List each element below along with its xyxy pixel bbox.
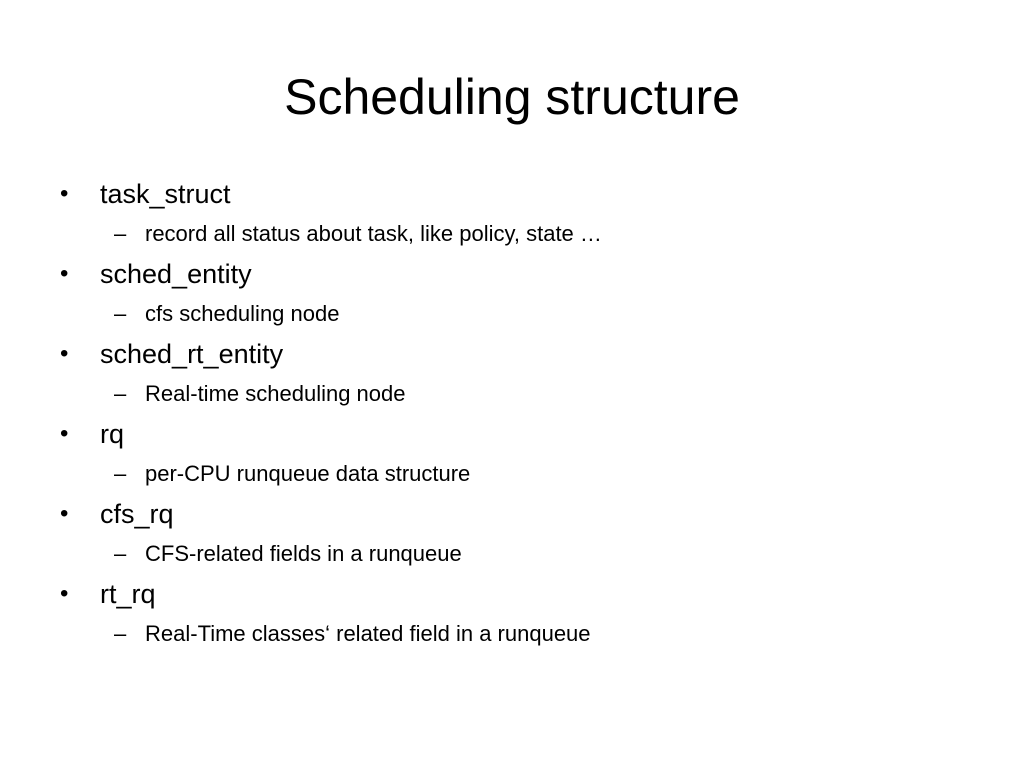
bullet-label: rq xyxy=(100,419,125,449)
sub-bullet-text: Real-time scheduling node xyxy=(145,381,406,406)
dash-icon: – xyxy=(114,541,127,566)
bullet-icon: • xyxy=(60,500,69,527)
sub-bullet-text: Real-Time classes‘ related field in a runqueue xyxy=(145,621,591,646)
bullet-label: sched_rt_entity xyxy=(100,339,284,369)
sub-bullet-text: CFS-related fields in a runqueue xyxy=(145,541,462,566)
dash-icon: – xyxy=(114,381,127,406)
bullet-icon: • xyxy=(60,260,69,287)
sub-bullet-text: record all status about task, like policy, state … xyxy=(145,221,602,246)
dash-icon: – xyxy=(114,621,127,646)
bullet-item-rq xyxy=(60,412,960,492)
sub-bullet-text: per-CPU runqueue data structure xyxy=(145,461,471,486)
slide-title: Scheduling structure xyxy=(284,69,740,125)
dash-icon: – xyxy=(114,221,127,246)
dash-icon: – xyxy=(114,461,127,486)
bullet-item-cfs-rq xyxy=(60,492,960,572)
bullet-item-sched-entity xyxy=(60,252,960,332)
sub-bullet-text: cfs scheduling node xyxy=(145,301,340,326)
dash-icon: – xyxy=(114,301,127,326)
bullet-item-task-struct xyxy=(60,172,960,252)
bullet-label: task_struct xyxy=(100,179,231,209)
bullet-label: sched_entity xyxy=(100,259,252,289)
bullet-icon: • xyxy=(60,580,69,607)
bullet-icon: • xyxy=(60,340,69,367)
bullet-item-rt-rq xyxy=(60,572,960,652)
bullet-icon: • xyxy=(60,180,69,207)
bullet-item-sched-rt-entity xyxy=(60,332,960,412)
bullet-icon: • xyxy=(60,420,69,447)
bullet-label: cfs_rq xyxy=(100,499,174,529)
bullet-label: rt_rq xyxy=(100,579,156,609)
bullet-list xyxy=(60,172,960,652)
